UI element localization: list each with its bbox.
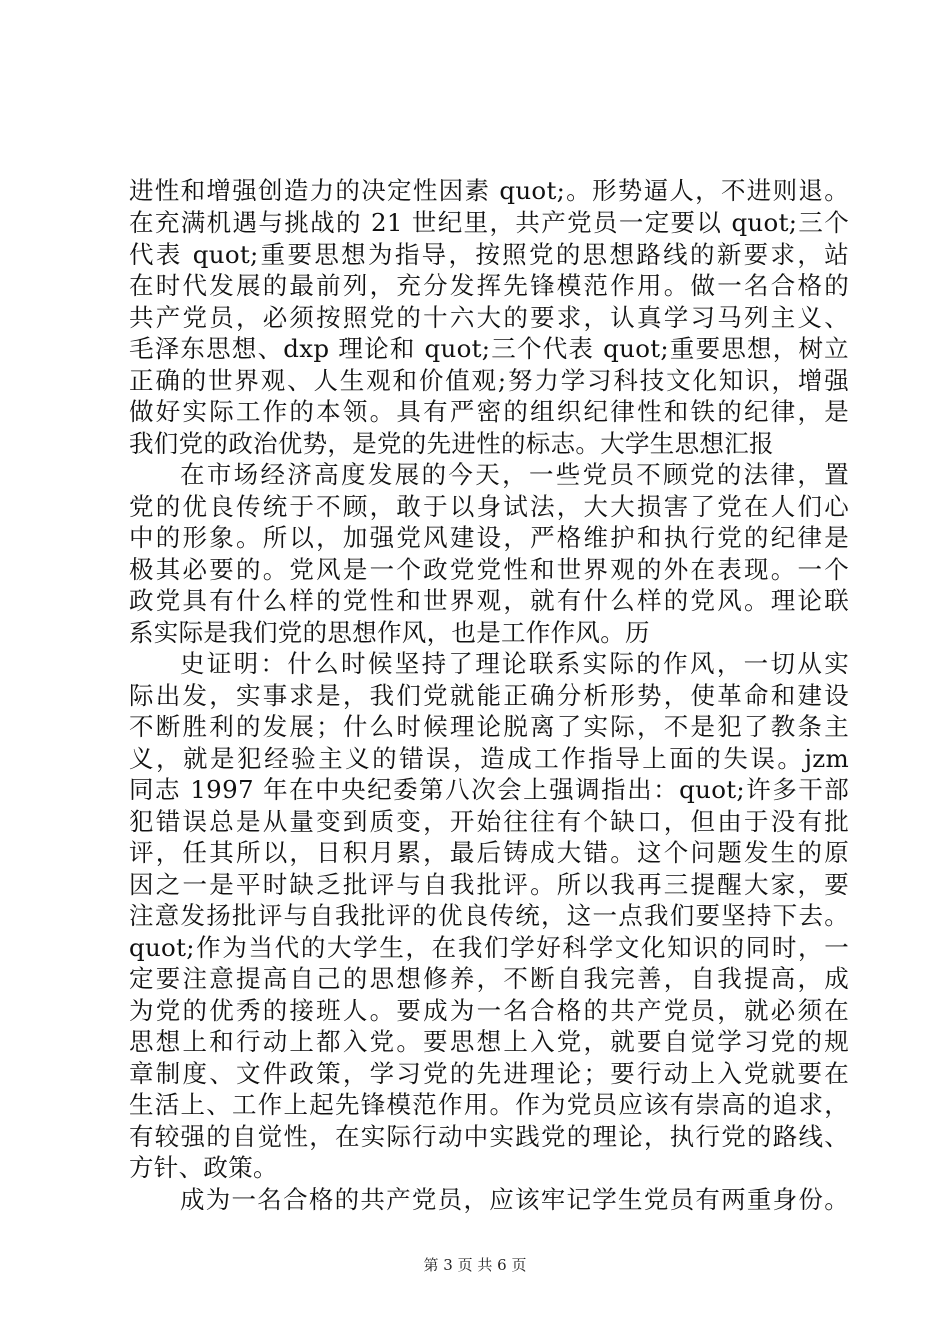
text-line: 犯错误总是从量变到质变，开始往往有个缺口，但由于没有批	[129, 807, 849, 836]
text-line: 进性和增强创造力的决定性因素 quot;。形势逼人，不进则退。	[129, 176, 849, 205]
text-line: 系实际是我们党的思想作风，也是工作作风。历	[129, 618, 650, 647]
text-line: 正确的世界观、人生观和价值观;努力学习科技文化知识，增强	[129, 366, 849, 395]
text-line: 党的优良传统于不顾，敢于以身试法，大大损害了党在人们心	[129, 492, 849, 521]
text-line: 生活上、工作上起先锋模范作用。作为党员应该有崇高的追求，	[129, 1090, 849, 1119]
text-line: 共产党员，必须按照党的十六大的要求，认真学习马列主义、	[129, 303, 849, 332]
text-line: 在时代发展的最前列，充分发挥先锋模范作用。做一名合格的	[129, 271, 849, 300]
paragraph-first-line: 史证明：什么时候坚持了理论联系实际的作风，一切从实	[180, 649, 849, 678]
text-line: 章制度、文件政策，学习党的先进理论；要行动上入党就要在	[129, 1059, 849, 1088]
text-line: 政党具有什么样的党性和世界观，就有什么样的党风。理论联	[129, 586, 849, 615]
page-footer: 第 3 页 共 6 页	[423, 1256, 527, 1274]
text-line: 为党的优秀的接班人。要成为一名合格的共产党员，就必须在	[129, 996, 849, 1025]
text-line: 注意发扬批评与自我批评的优良传统，这一点我们要坚持下去。	[129, 901, 849, 930]
text-line: 思想上和行动上都入党。要思想上入党，就要自觉学习党的规	[129, 1027, 849, 1056]
text-line: 我们党的政治优势，是党的先进性的标志。大学生思想汇报	[129, 429, 774, 458]
text-line: 做好实际工作的本领。具有严密的组织纪律性和铁的纪律，是	[129, 397, 849, 426]
text-line: 在充满机遇与挑战的 21 世纪里，共产党员一定要以 quot;三个	[129, 208, 849, 237]
text-line: 代表 quot;重要思想为指导，按照党的思想路线的新要求，站	[129, 240, 849, 269]
text-line: 极其必要的。党风是一个政党党性和世界观的外在表现。一个	[129, 555, 849, 584]
text-line: 中的形象。所以，加强党风建设，严格维护和执行党的纪律是	[129, 523, 849, 552]
text-line: 际出发，实事求是，我们党就能正确分析形势，使革命和建设	[129, 681, 849, 710]
paragraph-first-line: 在市场经济高度发展的今天，一些党员不顾党的法律，置	[180, 460, 849, 489]
text-line: 因之一是平时缺乏批评与自我批评。所以我再三提醒大家，要	[129, 870, 849, 899]
text-line: 定要注意提高自己的思想修养，不断自我完善，自我提高，成	[129, 964, 849, 993]
text-line: 有较强的自觉性，在实际行动中实践党的理论，执行党的路线、	[129, 1122, 849, 1151]
text-line: 方针、政策。	[129, 1153, 278, 1182]
paragraph-first-line: 成为一名合格的共产党员，应该牢记学生党员有两重身份。	[180, 1185, 849, 1214]
text-line: quot;作为当代的大学生，在我们学好科学文化知识的同时，一	[129, 933, 849, 962]
text-line: 义，就是犯经验主义的错误，造成工作指导上面的失误。jzm	[129, 744, 849, 773]
text-line: 不断胜利的发展；什么时候理论脱离了实际，不是犯了教条主	[129, 712, 849, 741]
text-line: 同志 1997 年在中央纪委第八次会上强调指出：quot;许多干部	[129, 775, 849, 804]
text-line: 评，任其所以，日积月累，最后铸成大错。这个问题发生的原	[129, 838, 849, 867]
text-line: 毛泽东思想、dxp 理论和 quot;三个代表 quot;重要思想，树立	[129, 334, 849, 363]
